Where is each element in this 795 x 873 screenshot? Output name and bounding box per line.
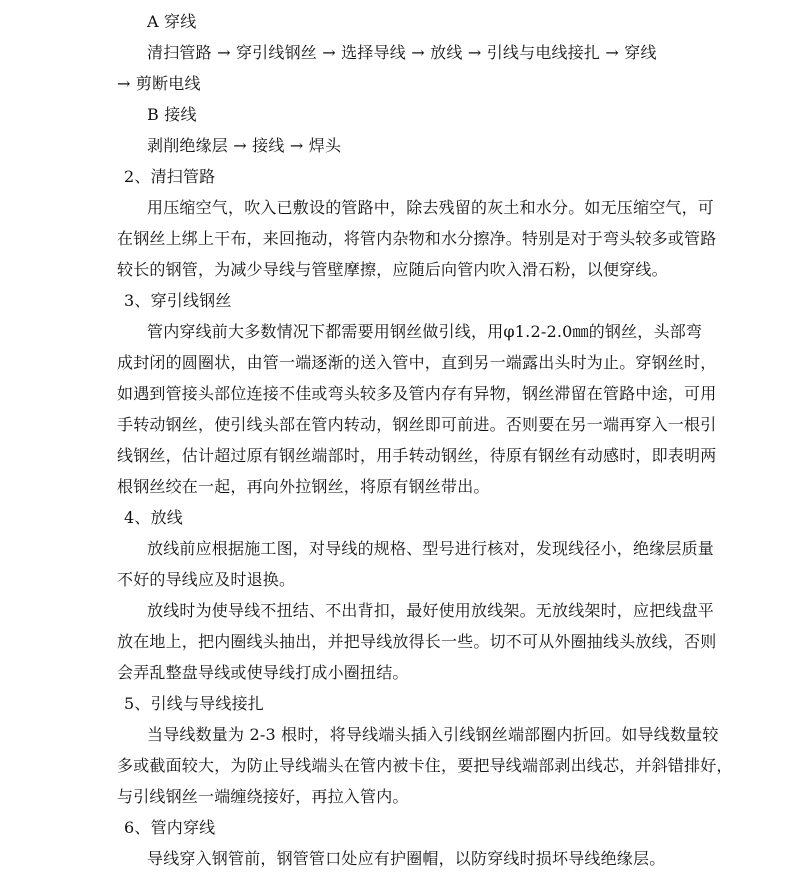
paragraph-line: 不好的导线应及时退换。	[117, 570, 296, 589]
paragraph-line: 放线前应根据施工图，对导线的规格、型号进行核对，发现线径小，绝缘层质量	[147, 539, 715, 558]
paragraph-line: 导线穿入钢管前，钢管管口处应有护圈帽，以防穿线时损坏导线绝缘层。	[147, 849, 666, 868]
paragraph-line: 较长的钢管，为减少导线与管壁摩擦，应随后向管内吹入滑石粉，以便穿线。	[117, 260, 668, 279]
paragraph-line: 放在地上，把内圈线头抽出，并把导线放得长一些。切不可从外圈抽线头放线，否则	[117, 632, 717, 651]
section-heading-2: 2、清扫管路	[124, 167, 216, 186]
paragraph-line: 手转动钢丝，使引线头部在管内转动，钢丝即可前进。否则要在另一端再穿入一根引	[117, 415, 717, 434]
section-heading-6: 6、管内穿线	[124, 818, 216, 837]
subsection-a-label: A 穿线	[147, 12, 197, 31]
paragraph-line: 管内穿线前大多数情况下都需要用钢丝做引线，用φ1.2-2.0㎜的钢丝，头部弯	[147, 322, 703, 341]
paragraph-line: 根钢丝绞在一起，再向外拉钢丝，将原有钢丝带出。	[117, 477, 490, 496]
section-heading-3: 3、穿引线钢丝	[124, 291, 232, 310]
paragraph-line: 清扫管路 → 穿引线钢丝 → 选择导线 → 放线 → 引线与电线接扎 → 穿线	[147, 43, 657, 62]
subsection-b-label: B 接线	[147, 105, 197, 124]
paragraph-line: 放线时为使导线不扭结、不出背扣，最好使用放线架。无放线架时，应把线盘平	[147, 601, 715, 620]
paragraph-line: 线钢丝，估计超过原有钢丝端部时，用手转动钢丝，待原有钢丝有动感时，即表明两	[117, 446, 717, 465]
paragraph-line: 如遇到管接头部位连接不佳或弯头较多及管内存有异物，钢丝滞留在管路中途，可用	[117, 384, 717, 403]
paragraph-line: 当导线数量为 2-3 根时，将导线端头插入引线钢丝端部圈内折回。如导线数量较	[147, 725, 719, 744]
paragraph-line: 成封闭的圆圈状，由管一端逐渐的送入管中，直到另一端露出头时为止。穿钢丝时，	[117, 353, 717, 372]
paragraph-line: 用压缩空气，吹入已敷设的管路中，除去残留的灰土和水分。如无压缩空气，可	[147, 198, 715, 217]
paragraph-line: 与引线钢丝一端缠绕接好，再拉入管内。	[117, 787, 409, 806]
paragraph-line: 在钢丝上绑上干布，来回拖动，将管内杂物和水分擦净。特别是对于弯头较多或管路	[117, 229, 717, 248]
paragraph-line: → 剪断电线	[117, 74, 201, 93]
paragraph-line: 会弄乱整盘导线或使导线打成小圈扭结。	[117, 663, 409, 682]
section-heading-4: 4、放线	[124, 508, 183, 527]
section-heading-5: 5、引线与导线接扎	[124, 694, 264, 713]
paragraph-line: 多或截面较大，为防止导线端头在管内被卡住，要把导线端部剥出线芯，并斜错排好，	[117, 756, 733, 775]
paragraph-line: 剥削绝缘层 → 接线 → 焊头	[147, 136, 342, 155]
